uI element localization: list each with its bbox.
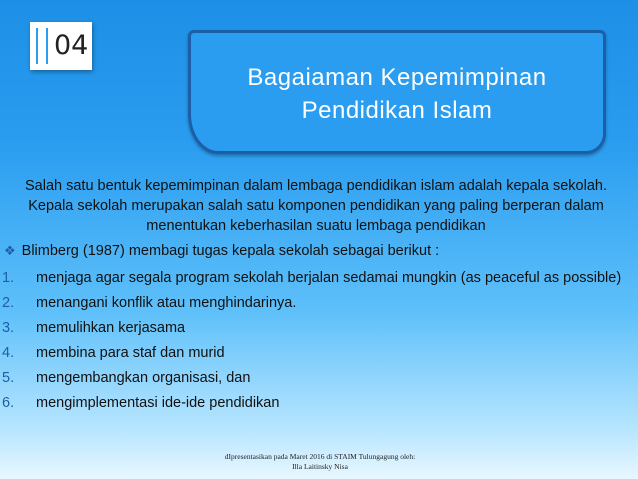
list-number: 3.: [2, 320, 15, 336]
title-line-1: Bagaiaman Kepemimpinan: [247, 64, 547, 91]
slide-title: [191, 61, 603, 127]
list-item: [0, 293, 628, 314]
list-item: [0, 268, 628, 289]
slide-number: 04: [54, 30, 89, 61]
list-number: 2.: [2, 295, 15, 311]
list-number: 1.: [2, 270, 15, 286]
footer: [160, 452, 480, 472]
list-item-text: memulihkan kerjasama: [36, 320, 186, 336]
list-number: 4.: [2, 345, 15, 361]
footer-line-1: dIpresentasikan pada Maret 2016 di STAIM Tulungagung oleh:: [224, 452, 416, 461]
list-number: 5.: [2, 370, 15, 386]
diamond-bullet-icon: ❖: [4, 243, 16, 258]
list-item: [0, 368, 628, 389]
title-line-2: Pendidikan Islam: [301, 97, 493, 124]
list-item: [0, 343, 628, 364]
title-box: [188, 30, 606, 154]
list-item-text: membina para staf dan murid: [36, 345, 225, 361]
list-item: [0, 318, 628, 339]
slide-number-box: [30, 22, 92, 70]
intro-paragraph: Salah satu bentuk kepemimpinan dalam lembaga pendidikan islam adalah kepala sekolah. Kepala sekolah merupakan salah satu komponen pendidikan yang paling berperan dalam menentukan keberhasilan suatu lembaga pendidikan: [25, 178, 607, 234]
bullet-item: [4, 243, 439, 259]
slide-number-decoration: [36, 28, 48, 64]
list-item-text: mengimplementasi ide-ide pendidikan: [36, 395, 280, 411]
duties-list: [0, 268, 628, 418]
list-item-text: menangani konflik atau menghindarinya.: [36, 295, 297, 311]
list-item: [0, 393, 628, 414]
bullet-text: Blimberg (1987) membagi tugas kepala sekolah sebagai berikut :: [21, 243, 440, 259]
list-item-text: mengembangkan organisasi, dan: [36, 370, 251, 386]
list-number: 6.: [2, 395, 15, 411]
footer-line-2: Illa Laitinsky Nisa: [292, 462, 348, 471]
list-item-text: menjaga agar segala program sekolah berjalan sedamai mungkin (as peaceful as possible): [36, 270, 622, 286]
